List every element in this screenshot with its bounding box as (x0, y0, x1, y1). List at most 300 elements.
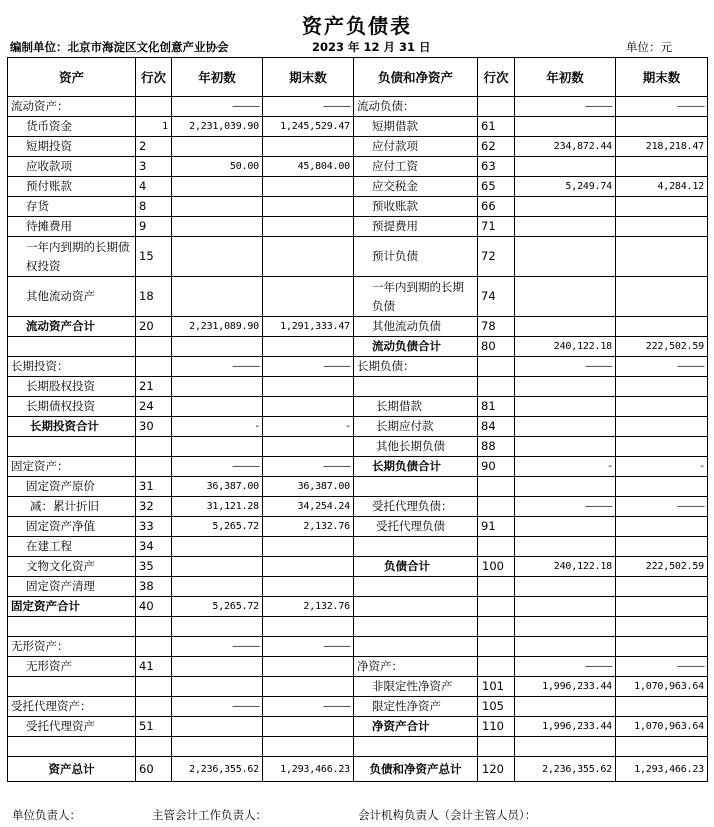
liab-begin (515, 517, 616, 537)
liab-line (478, 597, 515, 617)
asset-item: 长期债权投资 (8, 397, 136, 417)
liab-begin (515, 317, 616, 337)
liab-item: 短期借款 (354, 117, 478, 137)
table-header-row (8, 58, 708, 97)
asset-item: 固定资产合计 (8, 597, 136, 617)
table-row (8, 117, 708, 137)
liab-begin: 240,122.18 (515, 557, 616, 577)
asset-end (263, 657, 354, 677)
liab-end (616, 637, 708, 657)
asset-item: 无形资产 (8, 657, 136, 677)
liab-end: 1,070,963.64 (616, 677, 708, 697)
asset-begin (172, 677, 263, 697)
asset-item: 存货 (8, 197, 136, 217)
asset-item: 短期投资 (8, 137, 136, 157)
asset-line: 34 (136, 537, 172, 557)
asset-line: 4 (136, 177, 172, 197)
asset-end (263, 197, 354, 217)
asset-item: 固定资产原价 (8, 477, 136, 497)
liab-begin: - (515, 457, 616, 477)
table-row (8, 217, 708, 237)
asset-begin: ——— (172, 457, 263, 477)
liab-begin (515, 417, 616, 437)
liab-end (616, 597, 708, 617)
table-row (8, 657, 708, 677)
asset-line: 15 (136, 237, 172, 277)
liab-end: 1,293,466.23 (616, 757, 708, 782)
asset-line (136, 437, 172, 457)
asset-line (136, 617, 172, 637)
asset-line: 20 (136, 317, 172, 337)
liab-begin: 2,236,355.62 (515, 757, 616, 782)
liab-line: 110 (478, 717, 515, 737)
asset-begin: 2,236,355.62 (172, 757, 263, 782)
table-row (8, 357, 708, 377)
asset-item: 受托代理资产： (8, 697, 136, 717)
asset-item: 货币资金 (8, 117, 136, 137)
asset-begin (172, 197, 263, 217)
asset-item: 文物文化资产 (8, 557, 136, 577)
liab-end: ——— (616, 657, 708, 677)
asset-item (8, 677, 136, 697)
table-row (8, 597, 708, 617)
asset-begin: ——— (172, 97, 263, 117)
table-row (8, 177, 708, 197)
header-asset: 资产 (8, 58, 136, 97)
signature-unit-head: 单位负责人： (12, 808, 81, 822)
liab-line (478, 637, 515, 657)
asset-item: 在建工程 (8, 537, 136, 557)
asset-line: 31 (136, 477, 172, 497)
liab-line: 101 (478, 677, 515, 697)
asset-item: 长期投资合计 (8, 417, 136, 437)
asset-item: 固定资产净值 (8, 517, 136, 537)
asset-begin (172, 337, 263, 357)
liab-line: 66 (478, 197, 515, 217)
liab-end (616, 477, 708, 497)
asset-line: 9 (136, 217, 172, 237)
asset-item: 流动资产： (8, 97, 136, 117)
liab-item (354, 597, 478, 617)
liab-item: 应交税金 (354, 177, 478, 197)
asset-line: 2 (136, 137, 172, 157)
liab-line: 78 (478, 317, 515, 337)
liab-line: 71 (478, 217, 515, 237)
asset-end: 1,291,333.47 (263, 317, 354, 337)
liab-end: 4,284.12 (616, 177, 708, 197)
header-line: 行次 (136, 58, 172, 97)
asset-line: 18 (136, 277, 172, 317)
asset-end (263, 237, 354, 277)
table-row (8, 457, 708, 477)
report-title: 资产负债表 (302, 14, 412, 38)
liab-begin: 1,996,233.44 (515, 717, 616, 737)
asset-item: 长期股权投资 (8, 377, 136, 397)
liab-begin: ——— (515, 357, 616, 377)
liab-line: 63 (478, 157, 515, 177)
liab-item: 限定性净资产 (354, 697, 478, 717)
liab-line (478, 377, 515, 397)
liab-line: 72 (478, 237, 515, 277)
asset-end: 1,293,466.23 (263, 757, 354, 782)
asset-begin: 50.00 (172, 157, 263, 177)
asset-end (263, 677, 354, 697)
table-row (8, 537, 708, 557)
asset-begin (172, 217, 263, 237)
liab-line (478, 737, 515, 757)
liab-item: 一年内到期的长期负债 (354, 277, 478, 317)
liab-end (616, 417, 708, 437)
asset-line: 32 (136, 497, 172, 517)
liab-end (616, 737, 708, 757)
liab-end (616, 117, 708, 137)
header-liability: 负债和净资产 (354, 58, 478, 97)
currency-unit: 单位：元 (626, 40, 672, 54)
asset-line: 3 (136, 157, 172, 177)
liab-end: 222,502.59 (616, 337, 708, 357)
liab-line: 81 (478, 397, 515, 417)
asset-line: 33 (136, 517, 172, 537)
asset-end (263, 337, 354, 357)
asset-line (136, 337, 172, 357)
liab-begin (515, 437, 616, 457)
asset-end: - (263, 417, 354, 437)
liab-line (478, 477, 515, 497)
asset-end (263, 277, 354, 317)
liab-end: 222,502.59 (616, 557, 708, 577)
table-row (8, 437, 708, 457)
liab-begin (515, 477, 616, 497)
header-end: 期末数 (263, 58, 354, 97)
table-row (8, 317, 708, 337)
liab-begin (515, 537, 616, 557)
asset-begin (172, 717, 263, 737)
signature-accounting-head: 主管会计工作负责人： (152, 808, 267, 822)
liab-end (616, 377, 708, 397)
liab-line (478, 497, 515, 517)
asset-begin: 31,121.28 (172, 497, 263, 517)
table-row (8, 517, 708, 537)
liab-begin (515, 217, 616, 237)
asset-item: 固定资产清理 (8, 577, 136, 597)
asset-end: ——— (263, 457, 354, 477)
liab-begin: ——— (515, 657, 616, 677)
liab-begin (515, 597, 616, 617)
table-row (8, 497, 708, 517)
liab-item (354, 537, 478, 557)
asset-line: 21 (136, 377, 172, 397)
table-row (8, 337, 708, 357)
liab-line: 80 (478, 337, 515, 357)
table-row (8, 557, 708, 577)
liab-begin (515, 237, 616, 277)
signature-agency-head: 会计机构负责人（会计主管人员）： (358, 808, 537, 822)
asset-end: ——— (263, 637, 354, 657)
asset-begin: 5,265.72 (172, 597, 263, 617)
liab-item: 其他长期负债 (354, 437, 478, 457)
asset-item: 长期投资： (8, 357, 136, 377)
header-begin-2: 年初数 (515, 58, 616, 97)
table-row (8, 277, 708, 317)
liab-item: 长期负债： (354, 357, 478, 377)
liab-item: 受托代理负债： (354, 497, 478, 517)
asset-end (263, 617, 354, 637)
asset-begin (172, 397, 263, 417)
asset-end (263, 557, 354, 577)
asset-line (136, 637, 172, 657)
asset-end: 2,132.76 (263, 597, 354, 617)
liab-item: 流动负债合计 (354, 337, 478, 357)
liab-line: 90 (478, 457, 515, 477)
liab-line: 65 (478, 177, 515, 197)
liab-line (478, 357, 515, 377)
asset-item: 固定资产： (8, 457, 136, 477)
header-begin: 年初数 (172, 58, 263, 97)
asset-begin: 36,387.00 (172, 477, 263, 497)
asset-begin (172, 537, 263, 557)
asset-end: 36,387.00 (263, 477, 354, 497)
liab-line (478, 97, 515, 117)
liab-item: 预收账款 (354, 197, 478, 217)
asset-line: 35 (136, 557, 172, 577)
liab-end (616, 577, 708, 597)
asset-item: 待摊费用 (8, 217, 136, 237)
liab-item (354, 377, 478, 397)
liab-begin (515, 577, 616, 597)
liab-line: 120 (478, 757, 515, 782)
liab-line (478, 537, 515, 557)
asset-end (263, 437, 354, 457)
liab-end (616, 437, 708, 457)
liab-begin (515, 697, 616, 717)
table-row-totals (8, 757, 708, 782)
liab-line: 74 (478, 277, 515, 317)
liab-end (616, 277, 708, 317)
liab-item (354, 477, 478, 497)
asset-item: 受托代理资产 (8, 717, 136, 737)
asset-line: 8 (136, 197, 172, 217)
liab-line: 91 (478, 517, 515, 537)
liab-line (478, 657, 515, 677)
asset-begin: - (172, 417, 263, 437)
asset-item (8, 617, 136, 637)
table-row (8, 417, 708, 437)
table-row (8, 197, 708, 217)
asset-end (263, 137, 354, 157)
asset-item: 其他流动资产 (8, 277, 136, 317)
liab-begin: ——— (515, 97, 616, 117)
liab-line: 88 (478, 437, 515, 457)
asset-end (263, 537, 354, 557)
liab-begin (515, 397, 616, 417)
asset-line: 30 (136, 417, 172, 437)
liab-begin: 5,249.74 (515, 177, 616, 197)
liab-item: 受托代理负债 (354, 517, 478, 537)
asset-begin (172, 737, 263, 757)
asset-line (136, 697, 172, 717)
asset-end (263, 577, 354, 597)
asset-end (263, 397, 354, 417)
liab-item: 应付工资 (354, 157, 478, 177)
table-row (8, 577, 708, 597)
liab-line (478, 577, 515, 597)
table-row (8, 737, 708, 757)
table-row (8, 717, 708, 737)
liab-line: 105 (478, 697, 515, 717)
liab-begin (515, 637, 616, 657)
asset-line (136, 457, 172, 477)
asset-begin (172, 657, 263, 677)
asset-end (263, 177, 354, 197)
liab-end: 218,218.47 (616, 137, 708, 157)
liab-end (616, 157, 708, 177)
liab-item: 净资产： (354, 657, 478, 677)
liab-item: 流动负债： (354, 97, 478, 117)
liab-begin: ——— (515, 497, 616, 517)
table-row (8, 617, 708, 637)
asset-line (136, 677, 172, 697)
liab-begin: 240,122.18 (515, 337, 616, 357)
asset-end (263, 717, 354, 737)
liab-total-label: 负债和净资产总计 (354, 757, 478, 782)
asset-end: 34,254.24 (263, 497, 354, 517)
asset-begin: ——— (172, 637, 263, 657)
liab-end (616, 237, 708, 277)
balance-sheet-table (7, 57, 708, 782)
asset-total-label: 资产总计 (8, 757, 136, 782)
report-date: 2023 年 12 月 31 日 (312, 40, 431, 54)
liab-item: 长期应付款 (354, 417, 478, 437)
asset-item (8, 737, 136, 757)
table-row (8, 477, 708, 497)
liab-end: ——— (616, 97, 708, 117)
asset-begin (172, 177, 263, 197)
asset-line: 60 (136, 757, 172, 782)
asset-item: 无形资产： (8, 637, 136, 657)
asset-end: ——— (263, 697, 354, 717)
asset-end: 2,132.76 (263, 517, 354, 537)
liab-item: 非限定性净资产 (354, 677, 478, 697)
asset-item: 应收款项 (8, 157, 136, 177)
liab-end (616, 217, 708, 237)
liab-item: 其他流动负债 (354, 317, 478, 337)
liab-begin: 234,872.44 (515, 137, 616, 157)
liab-line (478, 617, 515, 637)
liab-line: 84 (478, 417, 515, 437)
asset-begin: 5,265.72 (172, 517, 263, 537)
liab-end (616, 197, 708, 217)
table-row (8, 377, 708, 397)
liab-item: 预计负债 (354, 237, 478, 277)
table-row (8, 237, 708, 277)
liab-end (616, 397, 708, 417)
liab-line: 100 (478, 557, 515, 577)
liab-item: 净资产合计 (354, 717, 478, 737)
table-row (8, 97, 708, 117)
asset-begin (172, 237, 263, 277)
liab-item: 应付款项 (354, 137, 478, 157)
asset-end: ——— (263, 97, 354, 117)
liab-end: ——— (616, 497, 708, 517)
liab-begin: 1,996,233.44 (515, 677, 616, 697)
liab-item: 预提费用 (354, 217, 478, 237)
asset-end (263, 217, 354, 237)
table-row (8, 137, 708, 157)
liab-begin (515, 157, 616, 177)
asset-begin (172, 577, 263, 597)
asset-item (8, 437, 136, 457)
asset-line: 38 (136, 577, 172, 597)
asset-begin (172, 277, 263, 317)
asset-end: 45,804.00 (263, 157, 354, 177)
liab-end (616, 537, 708, 557)
asset-begin: 2,231,039.90 (172, 117, 263, 137)
liab-begin (515, 117, 616, 137)
liab-begin (515, 277, 616, 317)
liab-item: 长期借款 (354, 397, 478, 417)
asset-item (8, 337, 136, 357)
liab-begin (515, 737, 616, 757)
asset-begin: 2,231,089.90 (172, 317, 263, 337)
asset-begin: ——— (172, 357, 263, 377)
liab-begin (515, 197, 616, 217)
liab-end: ——— (616, 357, 708, 377)
asset-end: ——— (263, 357, 354, 377)
liab-line: 62 (478, 137, 515, 157)
asset-begin (172, 377, 263, 397)
liab-begin (515, 377, 616, 397)
header-end-2: 期末数 (616, 58, 708, 97)
liab-end (616, 517, 708, 537)
liab-item: 负债合计 (354, 557, 478, 577)
asset-line: 40 (136, 597, 172, 617)
liab-item (354, 637, 478, 657)
table-row (8, 397, 708, 417)
asset-line: 24 (136, 397, 172, 417)
asset-line (136, 737, 172, 757)
asset-item: 一年内到期的长期债权投资 (8, 237, 136, 277)
liab-end: - (616, 457, 708, 477)
asset-begin: ——— (172, 697, 263, 717)
table-row (8, 637, 708, 657)
table-row (8, 157, 708, 177)
asset-begin (172, 617, 263, 637)
asset-end: 1,245,529.47 (263, 117, 354, 137)
asset-line (136, 357, 172, 377)
table-row (8, 697, 708, 717)
liab-item (354, 617, 478, 637)
asset-line: 1 (136, 117, 172, 137)
liab-begin (515, 617, 616, 637)
table-row (8, 677, 708, 697)
asset-item: 流动资产合计 (8, 317, 136, 337)
liab-end (616, 617, 708, 637)
asset-begin (172, 437, 263, 457)
asset-end (263, 737, 354, 757)
liab-item (354, 737, 478, 757)
asset-line: 51 (136, 717, 172, 737)
header-line-2: 行次 (478, 58, 515, 97)
liab-line: 61 (478, 117, 515, 137)
liab-item (354, 577, 478, 597)
asset-begin (172, 557, 263, 577)
reporting-unit: 编制单位：北京市海淀区文化创意产业协会 (10, 40, 229, 54)
asset-item: 减：累计折旧 (8, 497, 136, 517)
liab-end (616, 697, 708, 717)
liab-end (616, 317, 708, 337)
liab-item: 长期负债合计 (354, 457, 478, 477)
asset-line (136, 97, 172, 117)
